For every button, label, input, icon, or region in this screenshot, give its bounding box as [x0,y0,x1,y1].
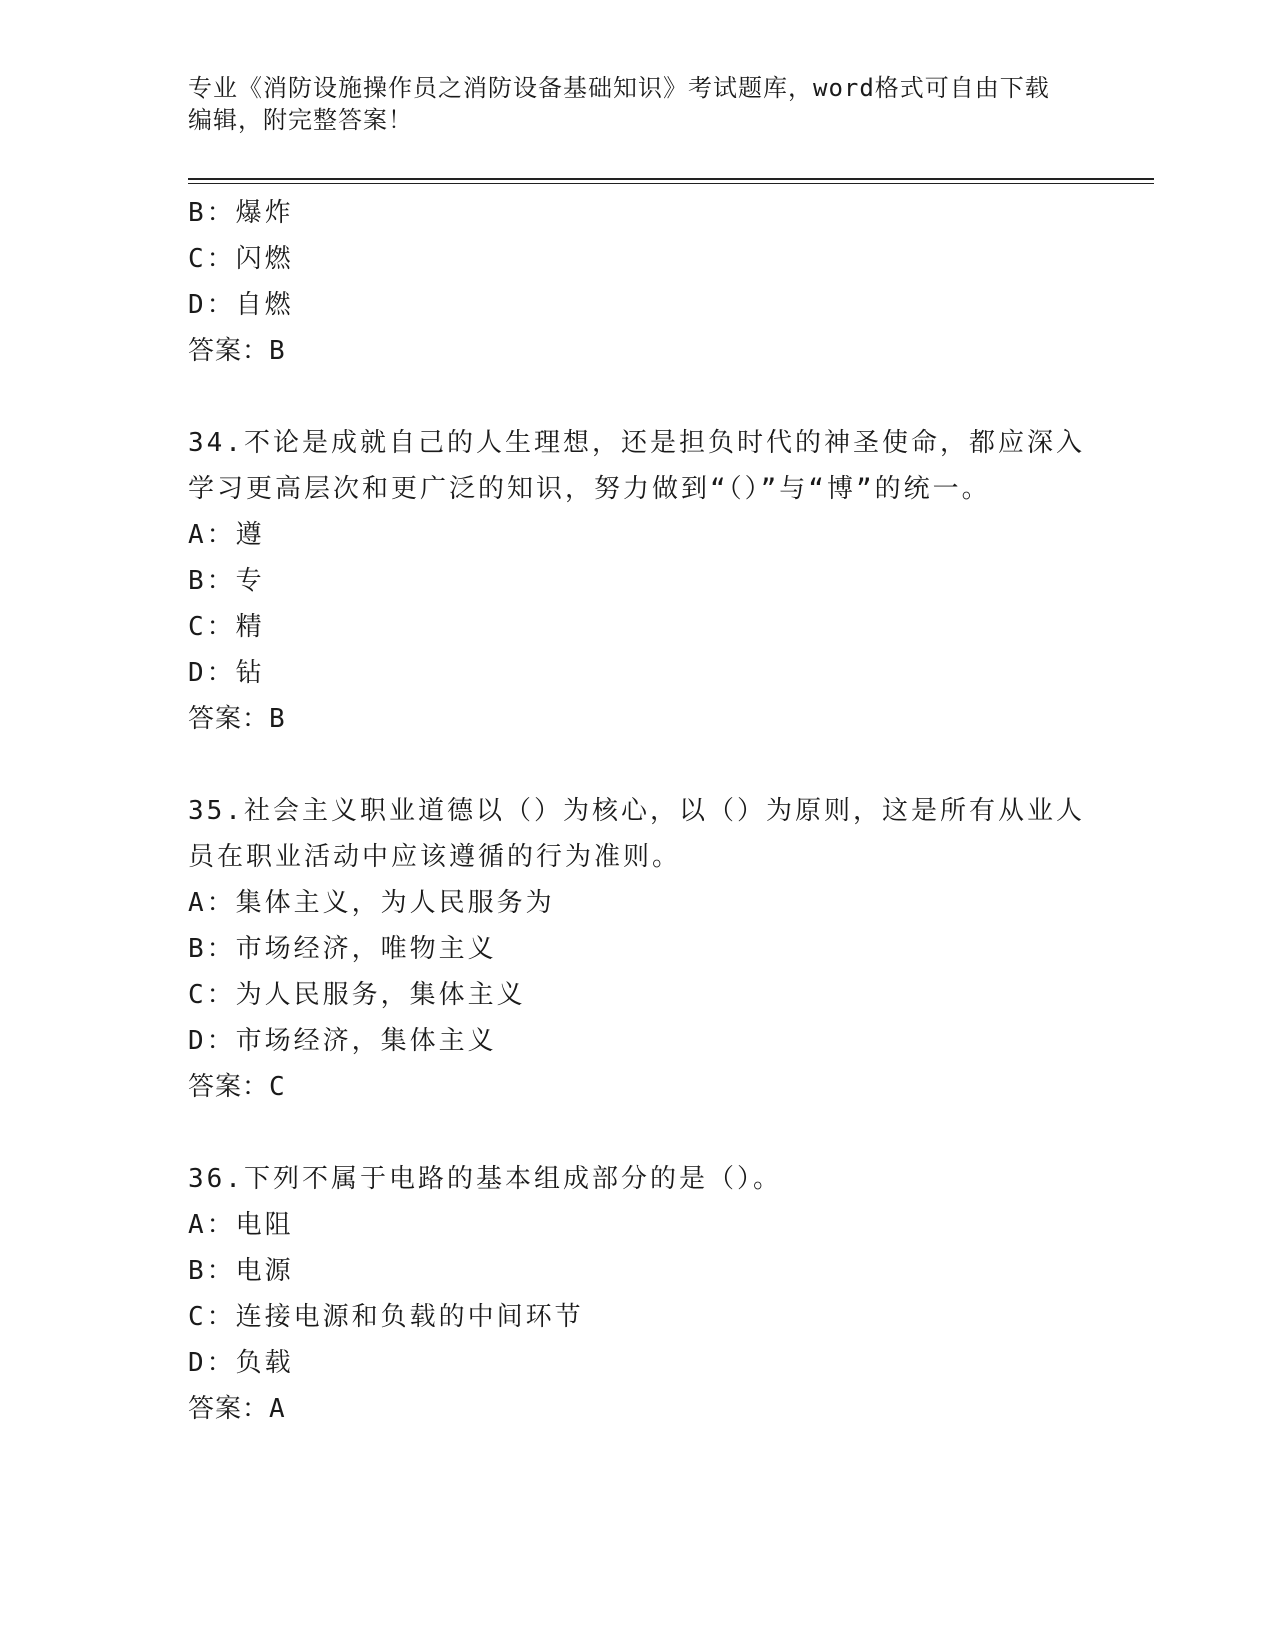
answer-label: 答案： [188,336,270,366]
question-35 [188,788,1088,1110]
page-header: 专业《消防设施操作员之消防设备基础知识》考试题库，word格式可自由下载编辑，附完整答案！ [188,74,1050,134]
answer-line [188,328,1088,374]
option-c: C：闪燃 [188,244,294,274]
question-list [188,190,1088,1432]
continued-question [188,190,1088,374]
header-divider-thin [188,183,1154,184]
option-a: A：集体主义，为人民服务为 [188,888,555,918]
option-b: B：市场经济，唯物主义 [188,934,497,964]
answer-line [188,696,1088,742]
option-c: C：精 [188,612,265,642]
answer-line [188,1064,1088,1110]
option-d: D：自燃 [188,290,294,320]
question-36 [188,1156,1088,1432]
answer-label: 答案： [188,704,270,734]
spacer [188,374,1088,420]
spacer [188,1110,1088,1156]
header-divider [188,178,1154,180]
option-a: A：遵 [188,520,265,550]
question-text: 36.下列不属于电路的基本组成部分的是（）。 [188,1164,782,1194]
answer-value: B [269,336,286,366]
answer-line [188,1386,1088,1432]
question-text: 35.社会主义职业道德以（）为核心，以（）为原则，这是所有从业人员在职业活动中应该遵循的行为准则。 [188,796,1085,872]
answer-value: C [269,1072,286,1102]
option-d: D：钻 [188,658,265,688]
option-c: C：连接电源和负载的中间环节 [188,1302,584,1332]
option-d: D：负载 [188,1348,294,1378]
option-b: B：电源 [188,1256,294,1286]
spacer [188,742,1088,788]
answer-label: 答案： [188,1072,270,1102]
option-b: B：专 [188,566,265,596]
option-c: C：为人民服务，集体主义 [188,980,526,1010]
question-34 [188,420,1088,742]
option-b: B：爆炸 [188,198,294,228]
answer-label: 答案： [188,1394,270,1424]
answer-value: A [269,1394,286,1424]
question-text: 34.不论是成就自己的人生理想，还是担负时代的神圣使命，都应深入学习更高层次和更广泛的知识，努力做到“（）”与“博”的统一。 [188,428,1085,504]
option-d: D：市场经济，集体主义 [188,1026,497,1056]
answer-value: B [269,704,286,734]
option-a: A：电阻 [188,1210,294,1240]
